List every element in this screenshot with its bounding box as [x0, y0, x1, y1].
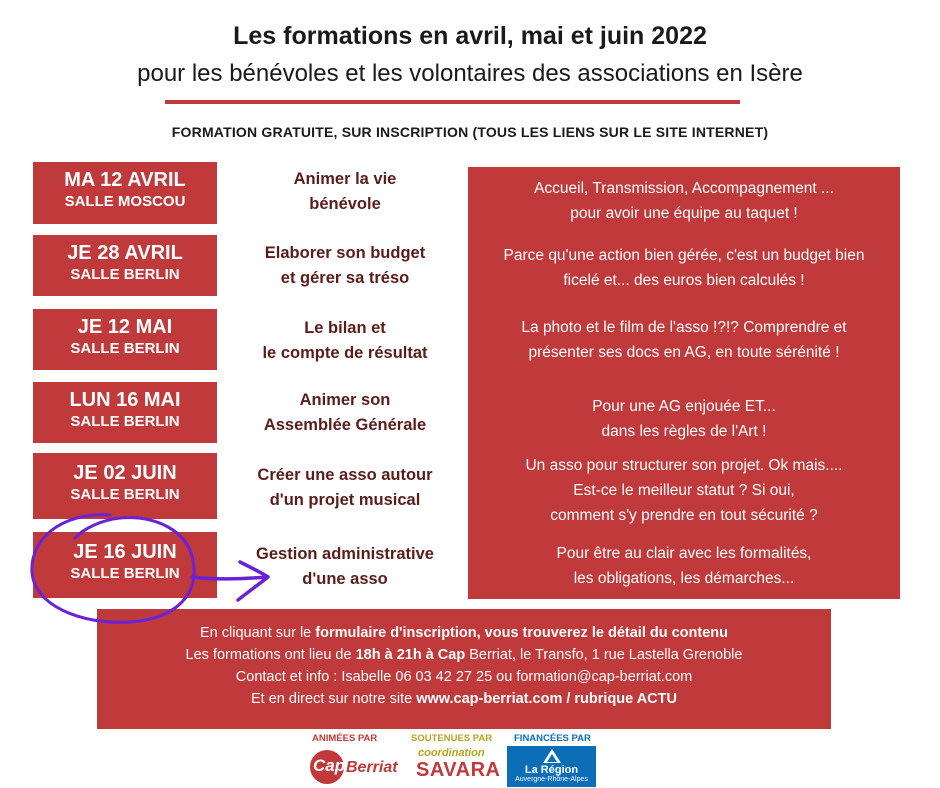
description-line: ficelé et... des euros bien calculés !: [563, 272, 805, 289]
financees-label: FINANCÉES PAR: [514, 733, 591, 744]
description-line: comment s'y prendre en tout sécurité ?: [550, 507, 818, 524]
footer-text: En cliquant sur le: [200, 625, 316, 641]
berriat-logo-text: Berriat: [346, 759, 398, 776]
cap-berriat-logo: [310, 750, 405, 786]
session-room: SALLE MOSCOU: [64, 193, 186, 210]
topic-line: Animer son: [299, 391, 391, 409]
cap-logo-text: Cap: [313, 756, 346, 775]
topic-line: d'un projet musical: [269, 491, 421, 509]
footer-time-place: 18h à 21h à Cap: [355, 647, 466, 663]
description-line: La photo et le film de l'asso !?!? Comprendre et: [521, 319, 847, 336]
arrow-annotation: [192, 562, 268, 600]
description-line: les obligations, les démarches...: [573, 570, 795, 587]
session-date: MA 12 AVRIL: [64, 169, 186, 191]
region-logo: [507, 746, 596, 787]
footer-text: Berriat, le Transfo, 1 rue Lastella Grenoble: [465, 647, 743, 663]
description-line: pour avoir une équipe au taquet !: [570, 205, 798, 222]
savara-top-text: coordination: [418, 747, 485, 759]
session-room: SALLE BERLIN: [70, 565, 180, 582]
region-emblem-icon: [542, 748, 562, 764]
topic-line: bénévole: [309, 195, 381, 213]
animees-label: ANIMÉES PAR: [312, 733, 378, 744]
footer-text: Et en direct sur notre site: [251, 691, 417, 707]
soutenues-label: SOUTENUES PAR: [411, 733, 493, 744]
savara-logo: [412, 747, 502, 785]
description-line: Un asso pour structurer son projet. Ok mais....: [525, 457, 843, 474]
registration-form-link[interactable]: formulaire d'inscription, vous trouverez le détail du contenu: [315, 625, 728, 641]
topic-line: Gestion administrative: [256, 545, 434, 563]
session-date: JE 02 JUIN: [73, 462, 177, 484]
description-line: Est-ce le meilleur statut ? Si oui,: [573, 482, 795, 499]
savara-main-text: SAVARA: [416, 759, 501, 781]
topic-line: Assemblée Générale: [263, 416, 427, 434]
session-room: SALLE BERLIN: [70, 413, 180, 430]
description-line: présenter ses docs en AG, en toute sérénité !: [528, 344, 840, 361]
session-date: JE 16 JUIN: [73, 541, 177, 563]
topic-line: le compte de résultat: [262, 344, 428, 362]
session-room: SALLE BERLIN: [70, 266, 180, 283]
topic-line: d'une asso: [302, 570, 388, 588]
session-date: LUN 16 MAI: [69, 389, 181, 411]
page-title: Les formations en avril, mai et juin 2022: [233, 22, 707, 50]
footer-text: Les formations ont lieu de: [185, 647, 356, 663]
description-line: Accueil, Transmission, Accompagnement ...: [534, 180, 834, 197]
session-room: SALLE BERLIN: [70, 340, 180, 357]
region-subtitle: Auvergne-Rhône-Alpes: [515, 776, 588, 783]
description-line: Pour être au clair avec les formalités,: [556, 545, 812, 562]
description-line: Parce qu'une action bien gérée, c'est un budget bien: [503, 247, 865, 264]
session-date: JE 12 MAI: [77, 316, 173, 338]
session-date: JE 28 AVRIL: [67, 242, 183, 264]
description-line: Pour une AG enjouée ET...: [592, 398, 776, 415]
page-subtitle: pour les bénévoles et les volontaires des associations en Isère: [137, 60, 803, 87]
topic-line: et gérer sa tréso: [280, 269, 410, 287]
footer-contact: Contact et info : Isabelle 06 03 42 27 25 ou formation@cap-berriat.com: [235, 669, 693, 685]
topic-line: Animer la vie: [293, 170, 397, 188]
region-title: La Région: [524, 764, 579, 776]
session-room: SALLE BERLIN: [70, 486, 180, 503]
free-registration-notice: FORMATION GRATUITE, SUR INSCRIPTION (TOUS LES LIENS SUR LE SITE INTERNET): [171, 124, 769, 140]
topic-line: Elaborer son budget: [264, 244, 426, 262]
topic-line: Créer une asso autour: [257, 466, 433, 484]
website-link[interactable]: www.cap-berriat.com / rubrique ACTU: [416, 691, 677, 707]
description-line: dans les règles de l'Art !: [601, 423, 767, 440]
topic-line: Le bilan et: [304, 319, 386, 337]
circle-annotation: [32, 515, 194, 623]
